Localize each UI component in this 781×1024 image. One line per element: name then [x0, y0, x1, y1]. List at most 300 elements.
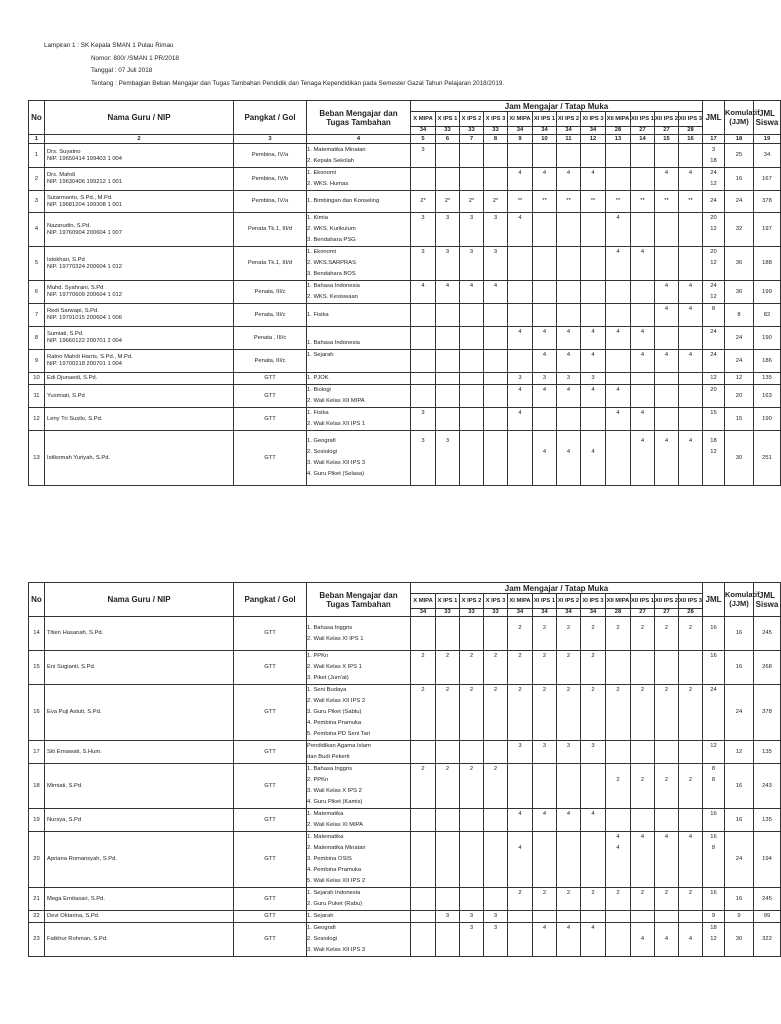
- jam-value: [484, 385, 507, 396]
- jam-value: [631, 865, 654, 876]
- tugas-line: 2. PPKn: [307, 777, 329, 783]
- jam-value: [606, 854, 630, 865]
- jam-cell: [655, 213, 679, 247]
- jam-value: [655, 247, 678, 258]
- tugas-cell: [307, 617, 411, 651]
- teacher-nip: NIP. 19681204 199308 1 001: [47, 201, 122, 208]
- jam-value: 4: [445, 283, 450, 289]
- jam-value: 4: [688, 283, 693, 289]
- jam-mengajar-header: Jam Mengajar / Tatap Muka: [411, 101, 703, 112]
- jam-value: [411, 718, 435, 729]
- teacher-nip: NIP. 19630406 199212 1 001: [47, 179, 122, 185]
- tugas-cell: [307, 685, 411, 741]
- jam-cell: [508, 408, 533, 431]
- pangkat-cell: Penata Tk.1, III/d: [234, 213, 307, 247]
- jam-value: [655, 419, 678, 430]
- jam-value: [631, 315, 654, 326]
- teacher-nip: NIP. 19650414 199403 1 004: [47, 155, 122, 162]
- teacher-name: Istokhari, S.Pd: [47, 256, 85, 263]
- jml-value: [703, 469, 724, 480]
- jam-cell: [557, 832, 581, 888]
- jam-cell: [508, 911, 533, 923]
- class-count-header: 34: [411, 127, 436, 135]
- jam-value: [655, 923, 678, 934]
- jam-value: [508, 832, 532, 843]
- jam-cell: [508, 888, 533, 911]
- jam-value: 2: [542, 653, 547, 659]
- teacher-name: Apriana Romansyah, S.Pd.: [47, 856, 117, 862]
- jml-cell: [703, 144, 725, 168]
- jam-cell: [606, 144, 631, 168]
- jam-value: [436, 945, 459, 956]
- jam-value: [411, 741, 435, 752]
- jam-value: [460, 741, 483, 752]
- jam-cell: [460, 741, 484, 764]
- jam-value: [655, 269, 678, 280]
- pangkat-cell: GTT: [234, 809, 307, 832]
- jam-value: [460, 458, 483, 469]
- jam-value: [411, 373, 435, 384]
- tugas-line: 4. Pembina Pramuka: [307, 867, 362, 873]
- jml-value: [703, 876, 724, 887]
- jam-cell: [533, 911, 557, 923]
- jam-cell: [679, 832, 703, 888]
- jam-cell: [581, 281, 606, 304]
- pangkat-cell: Penata, III/c: [234, 304, 307, 327]
- jam-value: [655, 458, 678, 469]
- tugas-line: [307, 361, 410, 372]
- jml-value: 24: [710, 329, 717, 335]
- jam-cell: [581, 213, 606, 247]
- jam-value: [655, 707, 678, 718]
- jam-cell: [655, 350, 679, 373]
- pangkat-cell: GTT: [234, 617, 307, 651]
- jam-cell: [508, 809, 533, 832]
- jam-value: [411, 224, 435, 235]
- col-nama-header: Nama Guru / NIP: [45, 583, 234, 617]
- jam-value: 2: [664, 777, 669, 783]
- jam-value: [460, 269, 483, 280]
- jam-cell: [533, 247, 557, 281]
- teacher-name-cell: [45, 888, 234, 911]
- jam-value: [533, 854, 556, 865]
- jam-cell: [533, 741, 557, 764]
- jam-value: 4: [566, 329, 571, 335]
- jam-value: [557, 292, 580, 303]
- jam-value: [411, 469, 435, 480]
- jam-value: [679, 865, 702, 876]
- jam-cell: [460, 373, 484, 385]
- column-number: 6: [436, 135, 460, 144]
- teacher-row: [29, 191, 781, 213]
- teacher-row: [29, 327, 781, 350]
- teacher-name: Sumiati, S.Pd.: [47, 331, 84, 337]
- teacher-row: [29, 373, 781, 385]
- jam-cell: [484, 741, 508, 764]
- jam-value: [460, 797, 483, 808]
- jam-cell: [655, 764, 679, 809]
- jam-value: [533, 281, 556, 292]
- jam-cell: [436, 213, 460, 247]
- jam-cell: [631, 281, 655, 304]
- jam-value: [679, 662, 702, 673]
- jam-value: [655, 338, 678, 349]
- jam-value: [411, 899, 435, 910]
- jam-value: [533, 843, 556, 854]
- komulatif-cell: 36: [725, 281, 754, 304]
- teacher-row: [29, 888, 781, 911]
- jam-cell: [508, 350, 533, 373]
- jam-value: [557, 419, 580, 430]
- jml-cell: [703, 373, 725, 385]
- pangkat-cell: GTT: [234, 373, 307, 385]
- jam-value: [411, 327, 435, 338]
- jam-value: [436, 361, 459, 372]
- jam-cell: [581, 832, 606, 888]
- jam-value: 4: [542, 811, 547, 817]
- pangkat-cell: Penata, III/c: [234, 350, 307, 373]
- jam-cell: [508, 617, 533, 651]
- jml-value: [703, 786, 724, 797]
- tugas-line: 1. Ekonomi: [307, 170, 336, 176]
- jam-value: [581, 361, 605, 372]
- jam-value: [436, 350, 459, 361]
- jam-cell: [581, 888, 606, 911]
- class-name-header: XI IPS 1: [533, 112, 557, 127]
- siswa-cell: 135: [754, 373, 781, 385]
- jam-value: [411, 179, 435, 190]
- jam-value: [606, 752, 630, 763]
- jam-value: [631, 304, 654, 315]
- jam-value: [631, 224, 654, 235]
- column-number: 13: [606, 135, 631, 144]
- tugas-cell: [307, 888, 411, 911]
- jam-value: [508, 775, 532, 786]
- jam-value: [533, 634, 556, 645]
- jam-cell: [411, 911, 436, 923]
- jam-value: [606, 458, 630, 469]
- jam-cell: [484, 408, 508, 431]
- siswa-cell: 99: [754, 911, 781, 923]
- jam-cell: [606, 888, 631, 911]
- jml-value: 16: [710, 811, 717, 817]
- jam-value: [655, 876, 678, 887]
- jam-cell: [631, 809, 655, 832]
- jam-value: [460, 865, 483, 876]
- jam-value: [411, 923, 435, 934]
- jam-cell: [606, 168, 631, 191]
- jam-value: [655, 156, 678, 167]
- jam-value: [436, 934, 459, 945]
- class-name-header: XI IPS 3: [581, 112, 606, 127]
- jam-cell: [631, 741, 655, 764]
- jam-value: 4: [591, 329, 595, 335]
- jam-value: [631, 469, 654, 480]
- class-count-header: 33: [460, 127, 484, 135]
- jam-value: [679, 213, 702, 224]
- jam-value: [557, 224, 580, 235]
- jam-cell: [533, 832, 557, 888]
- jam-value: [533, 179, 556, 190]
- jam-value: 4: [640, 410, 645, 416]
- jam-value: 4: [688, 438, 693, 444]
- row-number: 18: [29, 764, 45, 809]
- jam-value: [581, 752, 605, 763]
- jam-value: [436, 385, 459, 396]
- jam-cell: [631, 304, 655, 327]
- jam-cell: [655, 923, 679, 957]
- jml-siswa-header: JML Siswa: [754, 583, 781, 617]
- jam-value: [411, 820, 435, 831]
- tugas-line: 2. Matematika Minatan: [307, 845, 366, 851]
- jam-value: [655, 213, 678, 224]
- jam-value: [533, 145, 556, 156]
- jam-cell: [436, 350, 460, 373]
- jam-value: [606, 224, 630, 235]
- jam-cell: [411, 144, 436, 168]
- jam-cell: [460, 327, 484, 350]
- jml-cell: [703, 809, 725, 832]
- jam-value: [679, 718, 702, 729]
- jam-cell: [484, 327, 508, 350]
- tugas-line: 3. Wali Kelas X IPS 2: [307, 788, 362, 794]
- jam-cell: [533, 923, 557, 957]
- jam-value: [436, 408, 459, 419]
- komulatif-cell: 16: [725, 888, 754, 911]
- komulatif-cell: 32: [725, 213, 754, 247]
- jam-value: 4: [518, 170, 522, 176]
- jam-value: [411, 634, 435, 645]
- jam-value: [581, 718, 605, 729]
- jam-value: 4: [518, 387, 522, 393]
- jam-value: [460, 888, 483, 899]
- siswa-cell: 199: [754, 281, 781, 304]
- jam-value: [581, 156, 605, 167]
- jam-value: [484, 408, 507, 419]
- jam-value: 2: [493, 766, 498, 772]
- pangkat-cell: GTT: [234, 888, 307, 911]
- jam-value: [557, 338, 580, 349]
- tugas-line: 2. Wali Kelas XI MIPA: [307, 822, 364, 828]
- jam-cell: [557, 168, 581, 191]
- jam-value: [484, 820, 507, 831]
- jam-value: [460, 361, 483, 372]
- jam-value: [581, 281, 605, 292]
- jam-value: [484, 854, 507, 865]
- class-count-header: 34: [557, 609, 581, 617]
- jam-cell: [631, 373, 655, 385]
- column-number: 11: [557, 135, 581, 144]
- jam-value: 3: [566, 743, 571, 749]
- jam-value: [460, 820, 483, 831]
- teacher-name-cell: [45, 685, 234, 741]
- jam-value: [655, 764, 678, 775]
- jam-value: [557, 235, 580, 246]
- column-number: 8: [484, 135, 508, 144]
- jam-value: [508, 865, 532, 876]
- jam-value: 4: [542, 170, 547, 176]
- teacher-name-cell: [45, 911, 234, 923]
- jam-value: [533, 419, 556, 430]
- jam-value: [557, 634, 580, 645]
- jam-cell: [484, 923, 508, 957]
- jam-value: [411, 396, 435, 407]
- jam-cell: [533, 685, 557, 741]
- jam-value: [436, 315, 459, 326]
- teacher-name-cell: [45, 764, 234, 809]
- class-name-header: XI IPS 2: [557, 594, 581, 609]
- jam-cell: [508, 144, 533, 168]
- jml-value: [703, 865, 724, 876]
- class-name-header: XII IPS 3: [679, 594, 703, 609]
- class-count-header: 27: [655, 609, 679, 617]
- jam-value: [557, 408, 580, 419]
- class-name-header: XI MIPA: [508, 594, 533, 609]
- jam-value: [460, 350, 483, 361]
- jam-value: [655, 224, 678, 235]
- jam-value: [484, 809, 507, 820]
- jam-cell: [655, 281, 679, 304]
- teacher-name-cell: [45, 281, 234, 304]
- jam-value: [631, 673, 654, 684]
- jam-cell: [484, 168, 508, 191]
- jam-value: [631, 281, 654, 292]
- jam-value: [679, 843, 702, 854]
- jam-cell: [508, 247, 533, 281]
- siswa-cell: 135: [754, 741, 781, 764]
- jam-value: [411, 911, 435, 922]
- jam-value: [581, 304, 605, 315]
- jam-cell: [436, 144, 460, 168]
- jam-cell: [460, 247, 484, 281]
- jam-value: [631, 396, 654, 407]
- tugas-line: 3. Guru Piket (Sabtu): [307, 709, 362, 715]
- jam-value: [557, 854, 580, 865]
- jam-value: [436, 292, 459, 303]
- jam-cell: [508, 191, 533, 213]
- komulatif-cell: 24: [725, 350, 754, 373]
- komulatif-cell: 16: [725, 651, 754, 685]
- jam-value: [557, 304, 580, 315]
- jam-value: [411, 673, 435, 684]
- jam-cell: [606, 327, 631, 350]
- jam-cell: [606, 685, 631, 741]
- jam-value: [679, 385, 702, 396]
- jam-value: [655, 843, 678, 854]
- jam-value: 3: [445, 438, 450, 444]
- jam-value: [436, 327, 459, 338]
- nomor-line: Nomor: 800/ /SMAN 1 PR/2018: [91, 54, 179, 62]
- jam-value: [606, 168, 630, 179]
- jam-value: [411, 156, 435, 167]
- row-number: 22: [29, 911, 45, 923]
- tugas-cell: [307, 651, 411, 685]
- tugas-line: 1. PPKn: [307, 653, 329, 659]
- jam-value: **: [640, 198, 645, 204]
- jml-value: [703, 396, 724, 407]
- jml-value: 16: [710, 834, 717, 840]
- col-no-header: No: [29, 583, 45, 617]
- jam-value: [606, 373, 630, 384]
- teacher-name-cell: [45, 373, 234, 385]
- teacher-row: [29, 213, 781, 247]
- teacher-row: [29, 764, 781, 809]
- jam-value: [581, 934, 605, 945]
- class-count-header: 28: [679, 609, 703, 617]
- jam-value: [460, 373, 483, 384]
- jam-value: [460, 235, 483, 246]
- jam-value: [679, 373, 702, 384]
- jam-value: [484, 304, 507, 315]
- jam-cell: [484, 281, 508, 304]
- jam-value: [581, 224, 605, 235]
- jam-value: [631, 809, 654, 820]
- jam-value: 4: [688, 352, 693, 358]
- jam-cell: [508, 213, 533, 247]
- pangkat-cell: Pembina, IV/b: [234, 168, 307, 191]
- jam-cell: [460, 888, 484, 911]
- tugas-line: 1. Sejarah: [307, 913, 334, 919]
- jam-value: [436, 775, 459, 786]
- jam-value: 2: [688, 624, 693, 631]
- class-count-header: 28: [606, 127, 631, 135]
- jam-value: [484, 876, 507, 887]
- col-pangkat-header: Pangkat / Gol: [234, 583, 307, 617]
- jam-value: 4: [664, 352, 669, 358]
- tugas-line: 1. Seni Budaya: [307, 687, 347, 693]
- siswa-cell: 167: [754, 168, 781, 191]
- column-number: 9: [508, 135, 533, 144]
- jam-value: 4: [421, 283, 425, 289]
- jam-value: [484, 741, 507, 752]
- jam-value: [557, 696, 580, 707]
- teacher-name-cell: [45, 304, 234, 327]
- jam-value: [436, 224, 459, 235]
- jml-value: 12: [710, 936, 717, 942]
- jam-value: [533, 469, 556, 480]
- jam-value: [606, 179, 630, 190]
- jam-value: 4: [542, 449, 547, 455]
- jam-value: [411, 934, 435, 945]
- jam-cell: [581, 373, 606, 385]
- jam-cell: [631, 832, 655, 888]
- jam-value: [484, 696, 507, 707]
- siswa-cell: 188: [754, 247, 781, 281]
- jam-value: [606, 741, 630, 752]
- jml-cell: [703, 764, 725, 809]
- teacher-name: Nursya, S.Pd: [47, 816, 82, 823]
- jam-cell: [606, 191, 631, 213]
- jam-value: [581, 775, 605, 786]
- jam-value: 3: [566, 375, 571, 381]
- tugas-line: 4. Guru Piket (Selasa): [307, 471, 365, 477]
- teacher-name-cell: [45, 651, 234, 685]
- jam-value: [581, 786, 605, 797]
- jam-cell: [460, 431, 484, 486]
- jam-value: [533, 899, 556, 910]
- jam-cell: [508, 832, 533, 888]
- jam-cell: [631, 385, 655, 408]
- jam-value: [631, 373, 654, 384]
- jam-value: [581, 707, 605, 718]
- teacher-name: Leny Tri Susilo, S.Pd.: [47, 415, 103, 422]
- tugas-cell: [307, 350, 411, 373]
- jam-value: 4: [566, 811, 571, 817]
- jam-cell: [655, 191, 679, 213]
- jam-value: [557, 775, 580, 786]
- pangkat-cell: GTT: [234, 408, 307, 431]
- jam-value: [581, 315, 605, 326]
